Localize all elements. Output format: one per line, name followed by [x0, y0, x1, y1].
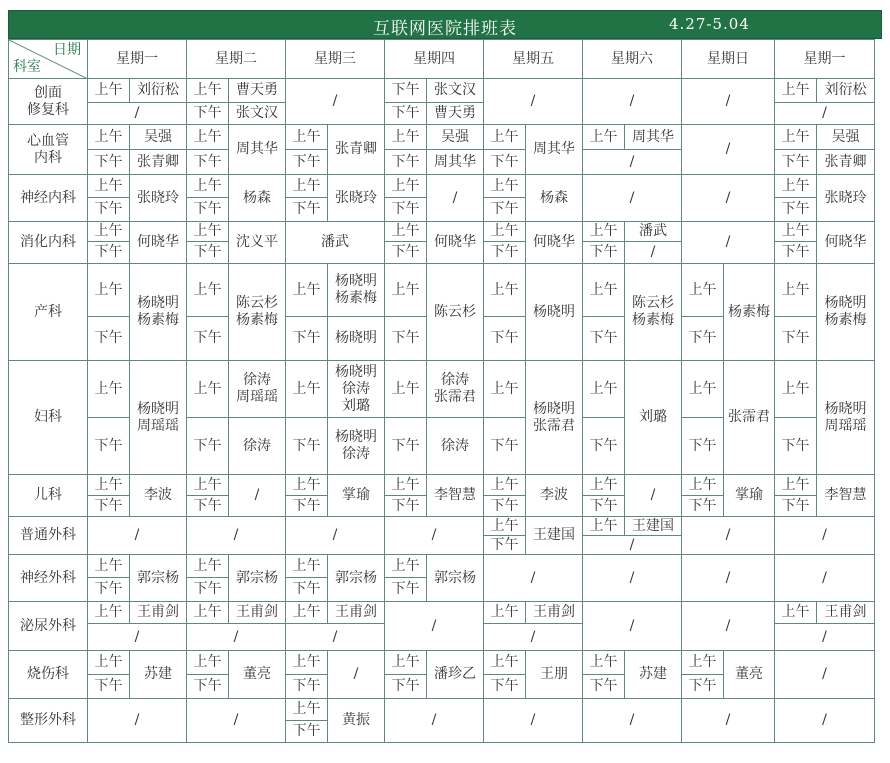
doctor-cell: 周其华 [229, 125, 286, 175]
period-am: 上午 [484, 475, 526, 496]
doctor-cell: 杨晓明 徐涛 刘璐 [328, 361, 385, 418]
empty-slot: / [484, 79, 583, 125]
empty-slot: / [625, 242, 682, 264]
period-pm: 下午 [187, 150, 229, 175]
empty-slot: / [88, 103, 187, 125]
empty-slot: / [583, 699, 682, 743]
period-am: 上午 [484, 264, 526, 317]
period-pm: 下午 [775, 496, 817, 517]
period-pm: 下午 [187, 242, 229, 264]
period-am: 上午 [385, 222, 427, 242]
schedule-title: 互联网医院排班表 [373, 19, 517, 39]
empty-slot: / [484, 555, 583, 602]
doctor-cell: 杨晓明 周瑶瑶 [130, 361, 187, 475]
period-pm: 下午 [682, 418, 724, 475]
period-am: 上午 [583, 475, 625, 496]
empty-slot: / [583, 555, 682, 602]
doctor-cell: 刘衍松 [817, 79, 875, 103]
doctor-cell: 张晓玲 [817, 175, 875, 222]
doctor-cell: 刘衍松 [130, 79, 187, 103]
doctor-cell: 李波 [130, 475, 187, 517]
doctor-cell: 杨森 [526, 175, 583, 222]
period-pm: 下午 [88, 418, 130, 475]
period-am: 上午 [286, 175, 328, 198]
period-pm: 下午 [286, 317, 328, 361]
empty-slot: / [583, 79, 682, 125]
doctor-cell: 杨晓明 [328, 317, 385, 361]
doctor-cell: 杨晓明 徐涛 [328, 418, 385, 475]
period-pm: 下午 [385, 317, 427, 361]
empty-slot: / [484, 699, 583, 743]
doctor-cell: 吴强 [427, 125, 484, 150]
doctor-cell: 郭宗杨 [328, 555, 385, 602]
doctor-cell: 曹天勇 [427, 103, 484, 125]
dept-label: 普通外科 [9, 517, 88, 555]
period-am: 上午 [484, 602, 526, 624]
day-header: 星期五 [484, 40, 583, 79]
period-pm: 下午 [286, 150, 328, 175]
empty-slot: / [286, 624, 385, 651]
empty-slot: / [682, 125, 775, 175]
doctor-cell: 郭宗杨 [427, 555, 484, 602]
empty-slot: / [286, 517, 385, 555]
period-pm: 下午 [385, 150, 427, 175]
period-pm: 下午 [187, 496, 229, 517]
empty-slot: / [775, 517, 875, 555]
doctor-cell: 杨晓明 杨素梅 [328, 264, 385, 317]
day-header: 星期二 [187, 40, 286, 79]
day-header: 星期一 [775, 40, 875, 79]
period-am: 上午 [187, 555, 229, 578]
period-pm: 下午 [385, 675, 427, 699]
period-pm: 下午 [385, 496, 427, 517]
empty-slot: / [427, 175, 484, 222]
period-am: 上午 [385, 475, 427, 496]
period-am: 上午 [682, 361, 724, 418]
period-pm: 下午 [187, 103, 229, 125]
doctor-cell: 何晓华 [427, 222, 484, 264]
period-am: 上午 [286, 264, 328, 317]
dept-label: 神经外科 [9, 555, 88, 602]
period-pm: 下午 [682, 496, 724, 517]
period-pm: 下午 [88, 150, 130, 175]
period-pm: 下午 [682, 317, 724, 361]
period-pm: 下午 [286, 496, 328, 517]
doctor-cell: 李智慧 [427, 475, 484, 517]
period-am: 上午 [286, 555, 328, 578]
doctor-cell: 王甫剑 [229, 602, 286, 624]
period-am: 上午 [286, 125, 328, 150]
period-am: 上午 [286, 361, 328, 418]
period-pm: 下午 [88, 675, 130, 699]
dept-label: 泌尿外科 [9, 602, 88, 651]
period-am: 上午 [775, 475, 817, 496]
period-pm: 下午 [484, 675, 526, 699]
dept-label: 儿科 [9, 475, 88, 517]
period-am: 上午 [775, 79, 817, 103]
empty-slot: / [682, 517, 775, 555]
doctor-cell: 苏建 [130, 651, 187, 699]
period-pm: 下午 [385, 578, 427, 602]
period-am: 上午 [682, 475, 724, 496]
empty-slot: / [775, 651, 875, 699]
period-am: 上午 [484, 651, 526, 675]
empty-slot: / [775, 103, 875, 125]
period-am: 上午 [187, 79, 229, 103]
empty-slot: / [682, 555, 775, 602]
doctor-cell: 刘璐 [625, 361, 682, 475]
doctor-cell: 徐涛 [427, 418, 484, 475]
doctor-cell: 张霈君 [724, 361, 775, 475]
dept-label: 神经内科 [9, 175, 88, 222]
doctor-cell: 郭宗杨 [130, 555, 187, 602]
period-pm: 下午 [775, 242, 817, 264]
period-pm: 下午 [385, 79, 427, 103]
doctor-cell: 掌瑜 [724, 475, 775, 517]
doctor-cell: 吴强 [130, 125, 187, 150]
period-am: 上午 [484, 222, 526, 242]
empty-slot: / [229, 475, 286, 517]
period-pm: 下午 [286, 198, 328, 222]
doctor-cell: 杨晓明 杨素梅 [130, 264, 187, 361]
date-range: 4.27-5.04 [669, 15, 750, 33]
period-am: 上午 [385, 175, 427, 198]
period-pm: 下午 [775, 418, 817, 475]
doctor-cell: 杨素梅 [724, 264, 775, 361]
doctor-cell: 郭宗杨 [229, 555, 286, 602]
doctor-cell: 张文汉 [229, 103, 286, 125]
schedule-table [8, 39, 875, 743]
doctor-cell: 徐涛 张霈君 [427, 361, 484, 418]
doctor-cell: 杨森 [229, 175, 286, 222]
day-header: 星期日 [682, 40, 775, 79]
period-am: 上午 [88, 602, 130, 624]
period-pm: 下午 [484, 496, 526, 517]
period-am: 上午 [583, 125, 625, 150]
empty-slot: / [484, 624, 583, 651]
period-am: 上午 [385, 651, 427, 675]
doctor-cell: 潘武 [286, 222, 385, 264]
period-am: 上午 [187, 264, 229, 317]
period-am: 上午 [187, 651, 229, 675]
doctor-cell: 王甫剑 [130, 602, 187, 624]
doctor-cell: 杨晓明 周瑶瑶 [817, 361, 875, 475]
empty-slot: / [328, 651, 385, 699]
period-am: 上午 [385, 125, 427, 150]
doctor-cell: 苏建 [625, 651, 682, 699]
period-am: 上午 [775, 222, 817, 242]
doctor-cell: 李波 [526, 475, 583, 517]
period-am: 上午 [682, 651, 724, 675]
period-pm: 下午 [187, 418, 229, 475]
doctor-cell: 杨晓明 杨素梅 [817, 264, 875, 361]
doctor-cell: 何晓华 [526, 222, 583, 264]
doctor-cell: 张青卿 [130, 150, 187, 175]
period-pm: 下午 [385, 418, 427, 475]
doctor-cell: 徐涛 周瑶瑶 [229, 361, 286, 418]
day-header: 星期一 [88, 40, 187, 79]
period-pm: 下午 [583, 317, 625, 361]
period-am: 上午 [88, 264, 130, 317]
empty-slot: / [682, 222, 775, 264]
period-am: 上午 [187, 125, 229, 150]
period-am: 上午 [286, 651, 328, 675]
period-am: 上午 [88, 475, 130, 496]
period-am: 上午 [775, 125, 817, 150]
doctor-cell: 何晓华 [817, 222, 875, 264]
doctor-cell: 掌瑜 [328, 475, 385, 517]
empty-slot: / [682, 79, 775, 125]
period-pm: 下午 [484, 317, 526, 361]
period-pm: 下午 [88, 242, 130, 264]
dept-label: 心血管 内科 [9, 125, 88, 175]
doctor-cell: 董亮 [229, 651, 286, 699]
period-am: 上午 [775, 602, 817, 624]
period-pm: 下午 [187, 675, 229, 699]
period-pm: 下午 [385, 242, 427, 264]
doctor-cell: 潘武 [625, 222, 682, 242]
period-pm: 下午 [385, 198, 427, 222]
period-am: 上午 [385, 361, 427, 418]
period-pm: 下午 [88, 198, 130, 222]
doctor-cell: 周其华 [427, 150, 484, 175]
doctor-cell: 沈义平 [229, 222, 286, 264]
day-header: 星期六 [583, 40, 682, 79]
period-pm: 下午 [187, 317, 229, 361]
period-am: 上午 [775, 264, 817, 317]
doctor-cell: 张文汉 [427, 79, 484, 103]
dept-label: 烧伤科 [9, 651, 88, 699]
doctor-cell: 张晓玲 [130, 175, 187, 222]
period-am: 上午 [286, 602, 328, 624]
period-am: 上午 [88, 555, 130, 578]
period-pm: 下午 [484, 242, 526, 264]
empty-slot: / [286, 79, 385, 125]
period-am: 上午 [286, 699, 328, 721]
period-am: 上午 [484, 361, 526, 418]
period-am: 上午 [88, 222, 130, 242]
doctor-cell: 陈云杉 [427, 264, 484, 361]
empty-slot: / [187, 699, 286, 743]
corner-date-label: 日期 [53, 42, 81, 58]
empty-slot: / [88, 517, 187, 555]
period-pm: 下午 [88, 578, 130, 602]
period-am: 上午 [775, 361, 817, 418]
empty-slot: / [682, 699, 775, 743]
doctor-cell: 曹天勇 [229, 79, 286, 103]
doctor-cell: 潘珍乙 [427, 651, 484, 699]
dept-label: 妇科 [9, 361, 88, 475]
empty-slot: / [187, 517, 286, 555]
period-pm: 下午 [775, 198, 817, 222]
period-am: 上午 [187, 222, 229, 242]
period-am: 上午 [583, 651, 625, 675]
dept-label: 消化内科 [9, 222, 88, 264]
corner-header [9, 40, 88, 79]
empty-slot: / [187, 624, 286, 651]
period-am: 上午 [88, 125, 130, 150]
dept-label: 产科 [9, 264, 88, 361]
doctor-cell: 杨晓明 张霈君 [526, 361, 583, 475]
period-am: 上午 [88, 79, 130, 103]
period-pm: 下午 [88, 317, 130, 361]
period-pm: 下午 [286, 578, 328, 602]
empty-slot: / [682, 175, 775, 222]
period-pm: 下午 [286, 418, 328, 475]
period-pm: 下午 [583, 418, 625, 475]
doctor-cell: 王建国 [625, 517, 682, 536]
period-am: 上午 [583, 222, 625, 242]
period-pm: 下午 [484, 150, 526, 175]
title-banner [8, 10, 882, 39]
period-pm: 下午 [88, 496, 130, 517]
period-am: 上午 [88, 361, 130, 418]
doctor-cell: 王甫剑 [817, 602, 875, 624]
doctor-cell: 陈云杉 杨素梅 [229, 264, 286, 361]
empty-slot: / [583, 536, 682, 555]
period-am: 上午 [88, 651, 130, 675]
period-am: 上午 [775, 175, 817, 198]
doctor-cell: 李智慧 [817, 475, 875, 517]
period-am: 上午 [583, 264, 625, 317]
period-pm: 下午 [775, 317, 817, 361]
period-am: 上午 [484, 175, 526, 198]
period-am: 上午 [187, 175, 229, 198]
empty-slot: / [385, 517, 484, 555]
doctor-cell: 周其华 [625, 125, 682, 150]
doctor-cell: 张青卿 [328, 125, 385, 175]
corner-dept-label: 科室 [13, 59, 41, 75]
period-am: 上午 [583, 517, 625, 536]
period-pm: 下午 [286, 721, 328, 743]
empty-slot: / [775, 555, 875, 602]
doctor-cell: 董亮 [724, 651, 775, 699]
period-am: 上午 [385, 555, 427, 578]
period-pm: 下午 [583, 242, 625, 264]
empty-slot: / [682, 602, 775, 651]
doctor-cell: 王朋 [526, 651, 583, 699]
doctor-cell: 徐涛 [229, 418, 286, 475]
period-am: 上午 [682, 264, 724, 317]
doctor-cell: 王建国 [526, 517, 583, 555]
period-pm: 下午 [583, 675, 625, 699]
period-pm: 下午 [484, 198, 526, 222]
doctor-cell: 周其华 [526, 125, 583, 175]
period-am: 上午 [88, 175, 130, 198]
period-am: 上午 [484, 517, 526, 536]
empty-slot: / [88, 699, 187, 743]
empty-slot: / [88, 624, 187, 651]
doctor-cell: 张青卿 [817, 150, 875, 175]
dept-label: 创面 修复科 [9, 79, 88, 125]
period-am: 上午 [286, 475, 328, 496]
empty-slot: / [583, 602, 682, 651]
doctor-cell: 杨晓明 [526, 264, 583, 361]
day-header: 星期四 [385, 40, 484, 79]
period-pm: 下午 [187, 578, 229, 602]
period-am: 上午 [187, 475, 229, 496]
doctor-cell: 何晓华 [130, 222, 187, 264]
period-pm: 下午 [682, 675, 724, 699]
period-pm: 下午 [583, 496, 625, 517]
doctor-cell: 陈云杉 杨素梅 [625, 264, 682, 361]
period-pm: 下午 [484, 536, 526, 555]
empty-slot: / [583, 150, 682, 175]
doctor-cell: 黄振 [328, 699, 385, 743]
period-am: 上午 [484, 125, 526, 150]
period-pm: 下午 [775, 150, 817, 175]
period-am: 上午 [583, 361, 625, 418]
period-pm: 下午 [484, 418, 526, 475]
empty-slot: / [385, 602, 484, 651]
period-am: 上午 [187, 602, 229, 624]
dept-label: 整形外科 [9, 699, 88, 743]
doctor-cell: 吴强 [817, 125, 875, 150]
period-pm: 下午 [286, 675, 328, 699]
day-header: 星期三 [286, 40, 385, 79]
period-pm: 下午 [187, 198, 229, 222]
doctor-cell: 王甫剑 [526, 602, 583, 624]
empty-slot: / [775, 699, 875, 743]
doctor-cell: 王甫剑 [328, 602, 385, 624]
empty-slot: / [625, 475, 682, 517]
empty-slot: / [775, 624, 875, 651]
empty-slot: / [583, 175, 682, 222]
doctor-cell: 张晓玲 [328, 175, 385, 222]
period-am: 上午 [187, 361, 229, 418]
empty-slot: / [385, 699, 484, 743]
period-am: 上午 [385, 264, 427, 317]
period-pm: 下午 [385, 103, 427, 125]
